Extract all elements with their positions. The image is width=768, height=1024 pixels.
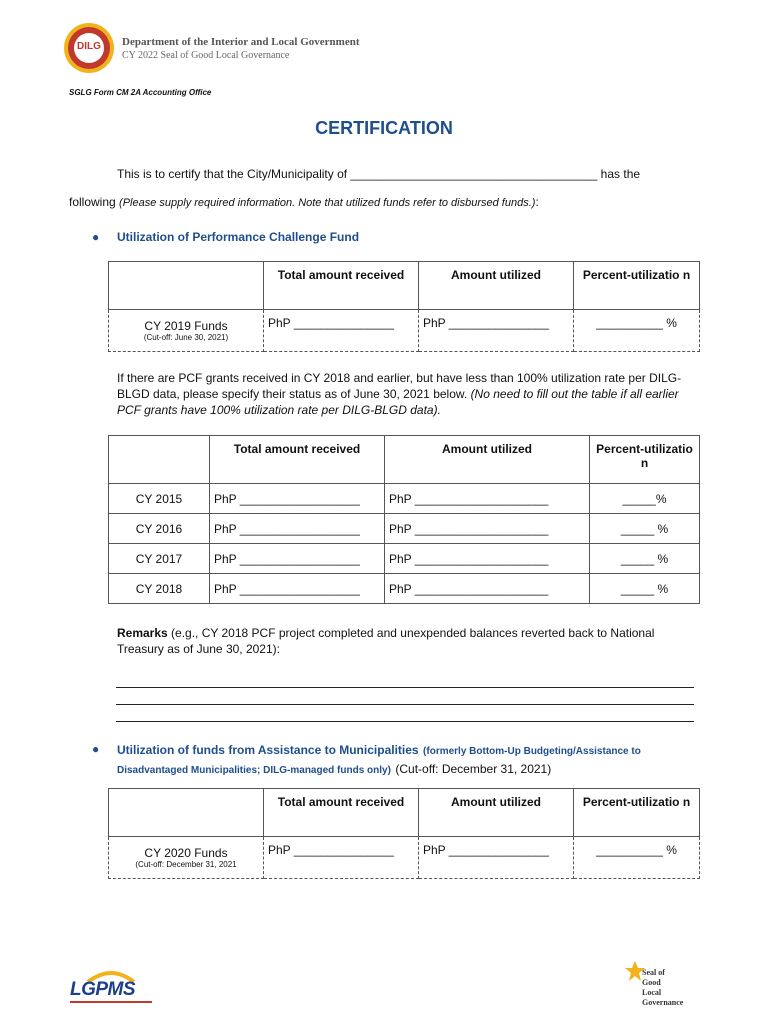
utilized-field[interactable]: PhP ____________________ (385, 514, 590, 544)
pcf-2019-table (108, 261, 700, 352)
received-field[interactable]: PhP __________________ (210, 544, 385, 574)
percent-field[interactable]: _____ % (590, 574, 700, 604)
remarks-line-1[interactable] (116, 687, 694, 688)
row-year: CY 2015 (109, 484, 210, 514)
percent-field[interactable]: _____ % (590, 544, 700, 574)
remarks-line-3[interactable] (116, 721, 694, 722)
row-label (109, 837, 264, 879)
pcf-note (117, 370, 697, 418)
row-cutoff: (Cut-off: December 31, 2021 (135, 860, 237, 869)
percent-field[interactable]: _____% (590, 484, 700, 514)
sglg-line: Governance (642, 998, 684, 1007)
sglg-line: Good (642, 978, 661, 987)
col-total-received: Total amount received (264, 262, 419, 310)
lgpms-logo (70, 975, 160, 1005)
utilized-field[interactable]: PhP _______________ (419, 310, 574, 352)
col-percent: Percent-utilizatio n (574, 262, 700, 310)
row-year: CY 2016 (109, 514, 210, 544)
pcf-note-italic: (No need to fill out the table if all earlier PCF grants have 100% utilization rate per DILG-BLGD data). (117, 387, 679, 417)
row-year: CY 2020 Funds (144, 846, 228, 860)
row-year: CY 2019 Funds (144, 319, 228, 333)
table-corner (109, 436, 210, 484)
col-total-received: Total amount received (210, 436, 385, 484)
col-percent: Percent-utilizatio n (574, 789, 700, 837)
intro-note: (Please supply required information. Note that utilized funds refer to disbursed funds.) (119, 197, 536, 209)
col-amount-utilized: Amount utilized (385, 436, 590, 484)
col-amount-utilized: Amount utilized (419, 789, 574, 837)
remarks (117, 625, 697, 657)
am-2020-table (108, 788, 700, 879)
sglg-line: Seal of (642, 968, 665, 977)
lgpms-tagline-bar (70, 1001, 152, 1003)
form-id: SGLG Form CM 2A Accounting Office (69, 88, 212, 97)
section2-heading (117, 741, 687, 779)
utilized-field[interactable]: PhP ____________________ (385, 544, 590, 574)
lgpms-text: LGPMS (70, 979, 136, 1000)
col-total-received: Total amount received (264, 789, 419, 837)
received-field[interactable]: PhP __________________ (210, 574, 385, 604)
sglg-text (642, 968, 683, 1008)
intro-line-1: This is to certify that the City/Municipality of _____________________________________ has the (117, 167, 641, 181)
table-corner (109, 789, 264, 837)
section2-note: (formerly Bottom-Up Budgeting/Assistance to Disadvantaged Municipalities; DILG-managed funds only) (117, 746, 641, 776)
intro-line-2 (69, 194, 539, 211)
percent-field[interactable]: __________ % (574, 837, 700, 879)
seal-text: DILG (77, 41, 101, 52)
intro-colon: : (535, 195, 539, 209)
remarks-text: (e.g., CY 2018 PCF project completed and unexpended balances reverted back to National Treasury as of June 30, 2021): (117, 626, 655, 656)
row-year: CY 2018 (109, 574, 210, 604)
table-corner (109, 262, 264, 310)
pcf-earlier-table (108, 435, 700, 604)
pcf-note-text: If there are PCF grants received in CY 2018 and earlier, but have less than 100% utilization rate per DILG-BLGD data, please specify their status as of June 30, 2021 below. (117, 371, 682, 401)
department-name: Department of the Interior and Local Government (122, 36, 360, 48)
sglg-line: Local (642, 988, 662, 997)
bullet-icon: ● (92, 230, 100, 244)
col-percent: Percent-utilizatio n (590, 436, 700, 484)
row-year: CY 2017 (109, 544, 210, 574)
row-cutoff: (Cut-off: June 30, 2021) (143, 333, 229, 342)
utilized-field[interactable]: PhP ____________________ (385, 484, 590, 514)
received-field[interactable]: PhP __________________ (210, 514, 385, 544)
utilized-field[interactable]: PhP ____________________ (385, 574, 590, 604)
bullet-icon: ● (92, 742, 100, 756)
intro-following: following (69, 195, 116, 209)
percent-field[interactable]: _____ % (590, 514, 700, 544)
received-field[interactable]: PhP _______________ (264, 310, 419, 352)
section1-title: Utilization of Performance Challenge Fund (117, 230, 360, 244)
received-field[interactable]: PhP __________________ (210, 484, 385, 514)
utilized-field[interactable]: PhP _______________ (419, 837, 574, 879)
remarks-label: Remarks (117, 626, 168, 640)
received-field[interactable]: PhP _______________ (264, 837, 419, 879)
header-subtitle: CY 2022 Seal of Good Local Governance (122, 50, 290, 61)
percent-field[interactable]: __________ % (574, 310, 700, 352)
sglg-logo (624, 960, 696, 1014)
remarks-line-2[interactable] (116, 704, 694, 705)
section2-title: Utilization of funds from Assistance to Municipalities (117, 743, 419, 757)
dilg-seal-logo (63, 22, 115, 74)
section2-cutoff: (Cut-off: December 31, 2021) (395, 762, 552, 776)
col-amount-utilized: Amount utilized (419, 262, 574, 310)
page-title: CERTIFICATION (315, 118, 453, 138)
row-label (109, 310, 264, 352)
